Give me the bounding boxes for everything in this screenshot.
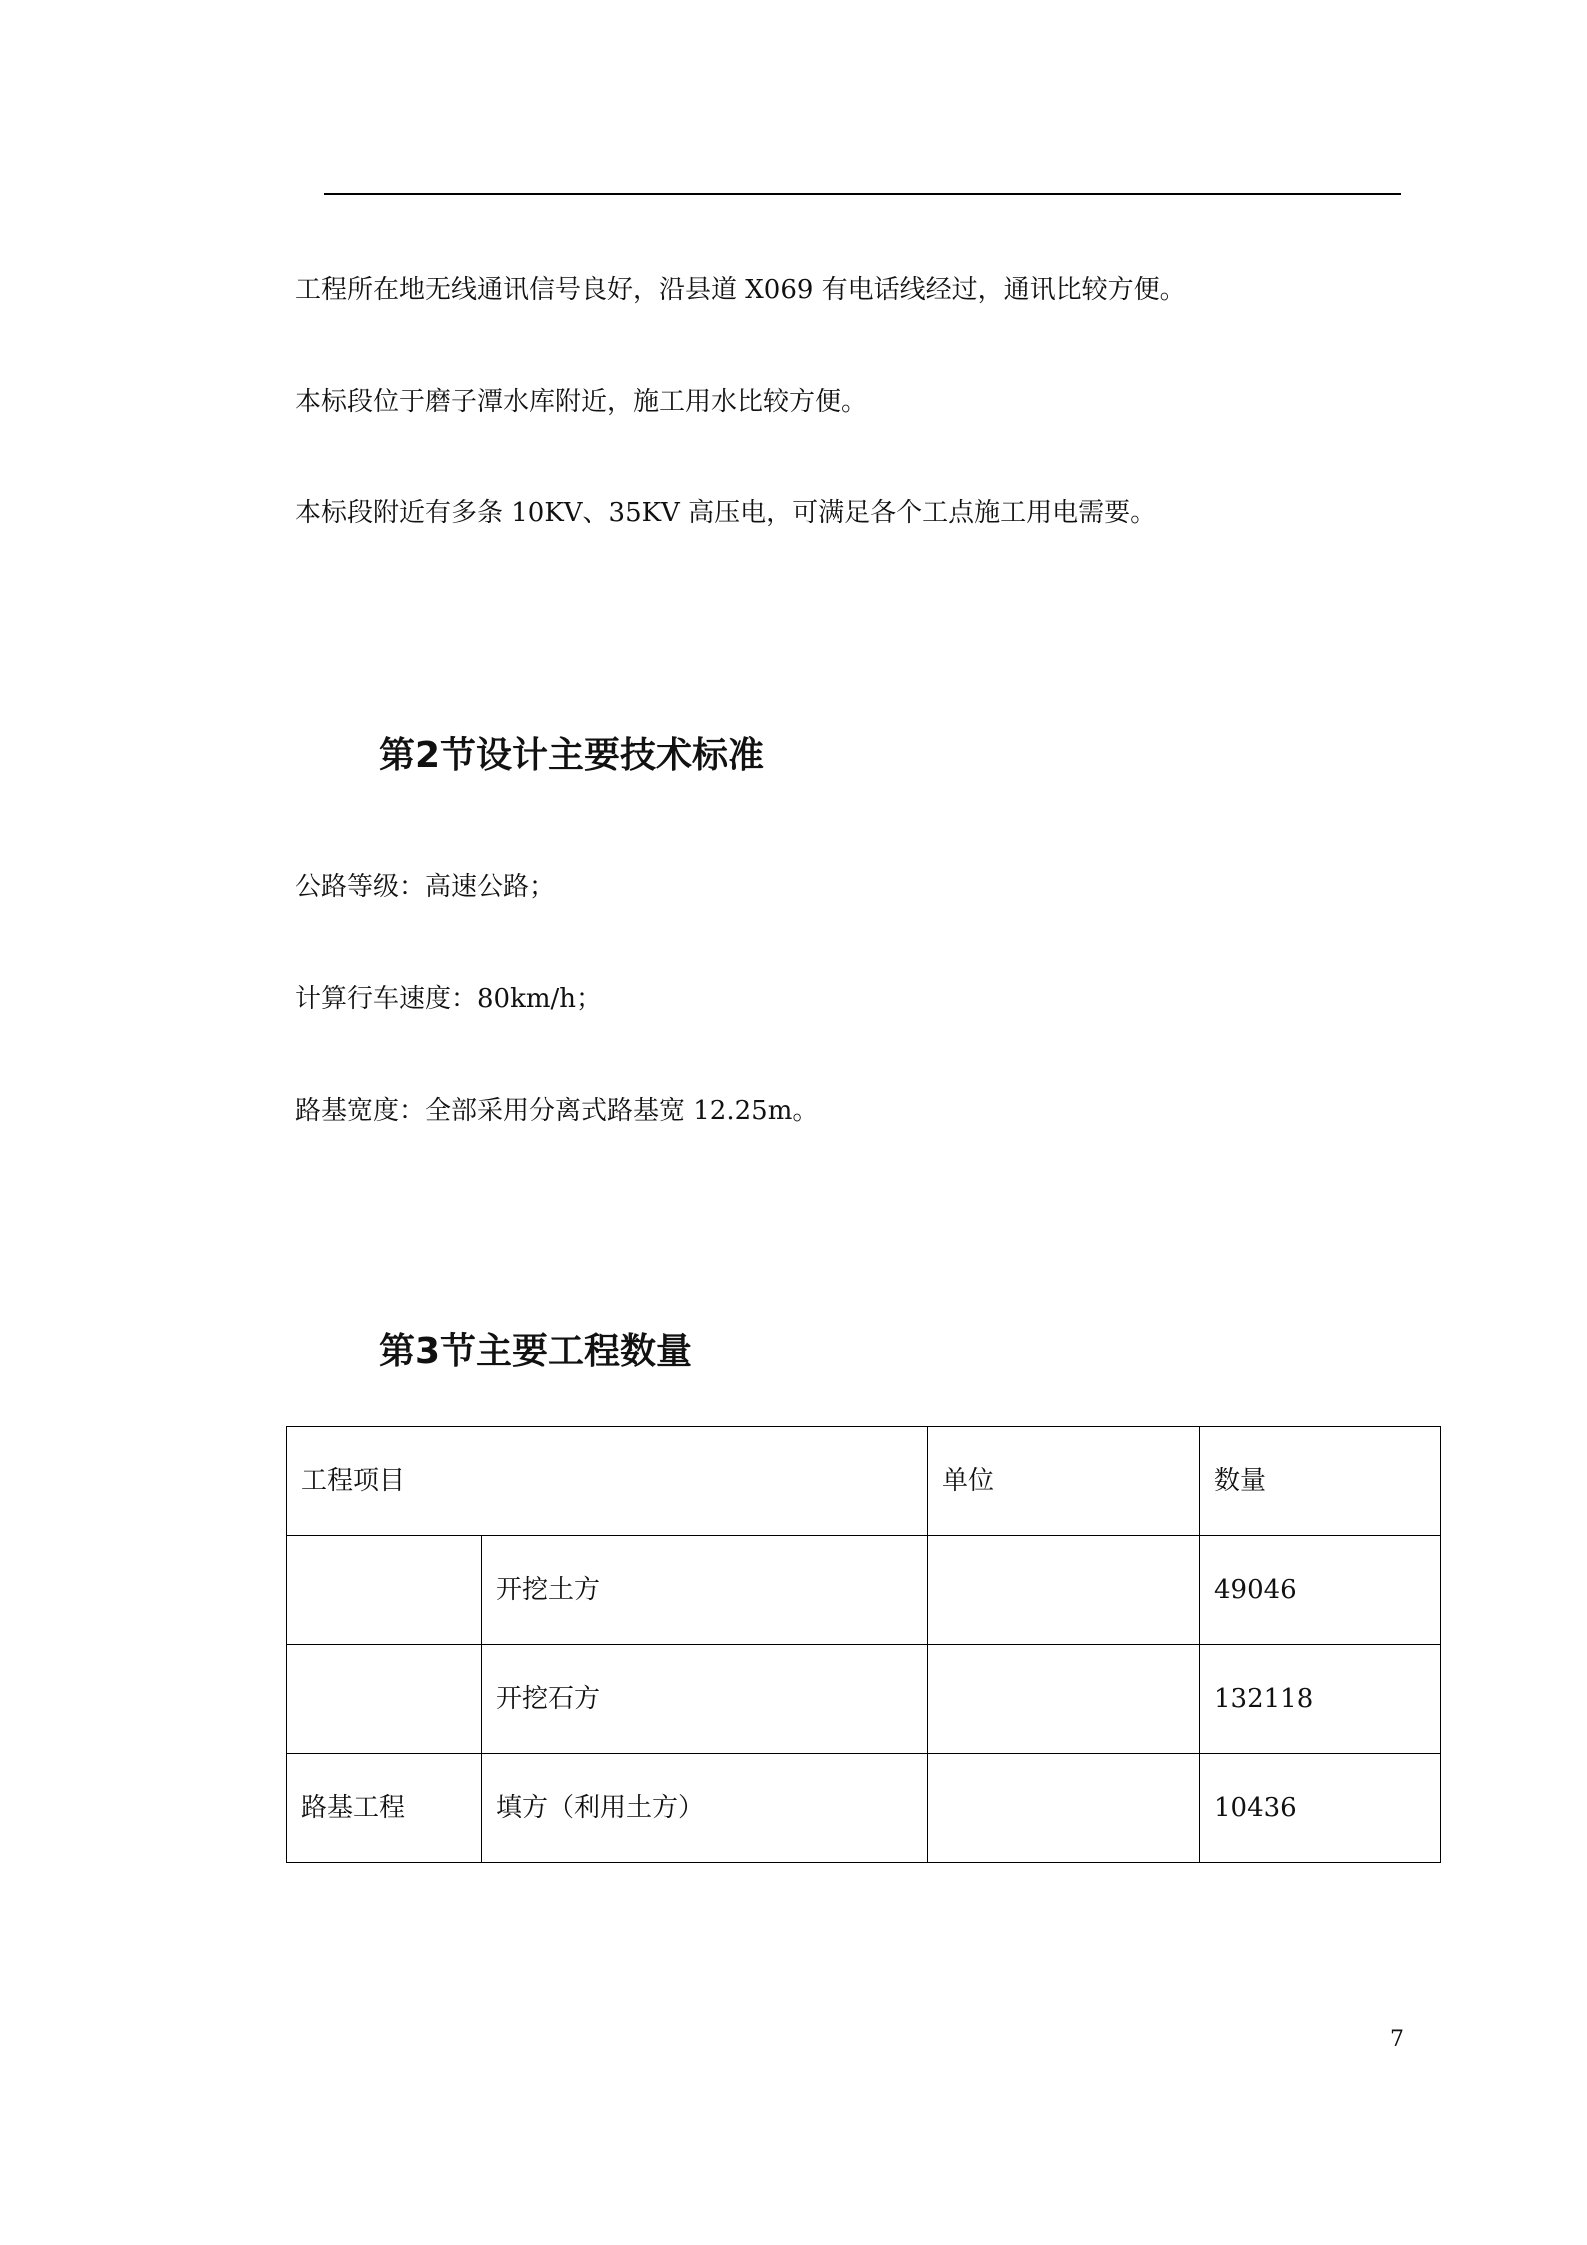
cell-category <box>287 1536 482 1645</box>
section-2-heading: 第2节设计主要技术标准 <box>379 735 765 776</box>
cell-item: 开挖石方 <box>482 1645 928 1754</box>
page-number: 7 <box>1390 2027 1404 2052</box>
cell-category: 路基工程 <box>287 1754 482 1863</box>
header-rule <box>324 193 1401 195</box>
cell-unit <box>928 1754 1200 1863</box>
table-row <box>287 1536 1441 1645</box>
table-row <box>287 1754 1441 1863</box>
paragraph-water-supply: 本标段位于磨子潭水库附近，施工用水比较方便。 <box>295 387 868 417</box>
standard-road-grade: 公路等级：高速公路； <box>295 872 556 902</box>
standard-roadbed-width: 路基宽度：全部采用分离式路基宽 12.25m。 <box>295 1096 819 1126</box>
header-unit: 单位 <box>928 1427 1200 1536</box>
quantities-table <box>286 1426 1441 1863</box>
section-3-heading: 第3节主要工程数量 <box>379 1331 693 1372</box>
standard-design-speed: 计算行车速度：80km/h； <box>295 984 602 1014</box>
cell-unit <box>928 1645 1200 1754</box>
cell-unit <box>928 1536 1200 1645</box>
header-quantity: 数量 <box>1200 1427 1441 1536</box>
paragraph-communication: 工程所在地无线通讯信号良好，沿县道 X069 有电话线经过，通讯比较方便。 <box>295 275 1186 305</box>
cell-quantity: 49046 <box>1200 1536 1441 1645</box>
cell-category <box>287 1645 482 1754</box>
cell-item: 填方（利用土方） <box>482 1754 928 1863</box>
paragraph-power-supply: 本标段附近有多条 10KV、35KV 高压电，可满足各个工点施工用电需要。 <box>295 498 1157 528</box>
cell-quantity: 132118 <box>1200 1645 1441 1754</box>
table-row <box>287 1645 1441 1754</box>
table-header-row <box>287 1427 1441 1536</box>
cell-quantity: 10436 <box>1200 1754 1441 1863</box>
cell-item: 开挖土方 <box>482 1536 928 1645</box>
header-item: 工程项目 <box>287 1427 928 1536</box>
